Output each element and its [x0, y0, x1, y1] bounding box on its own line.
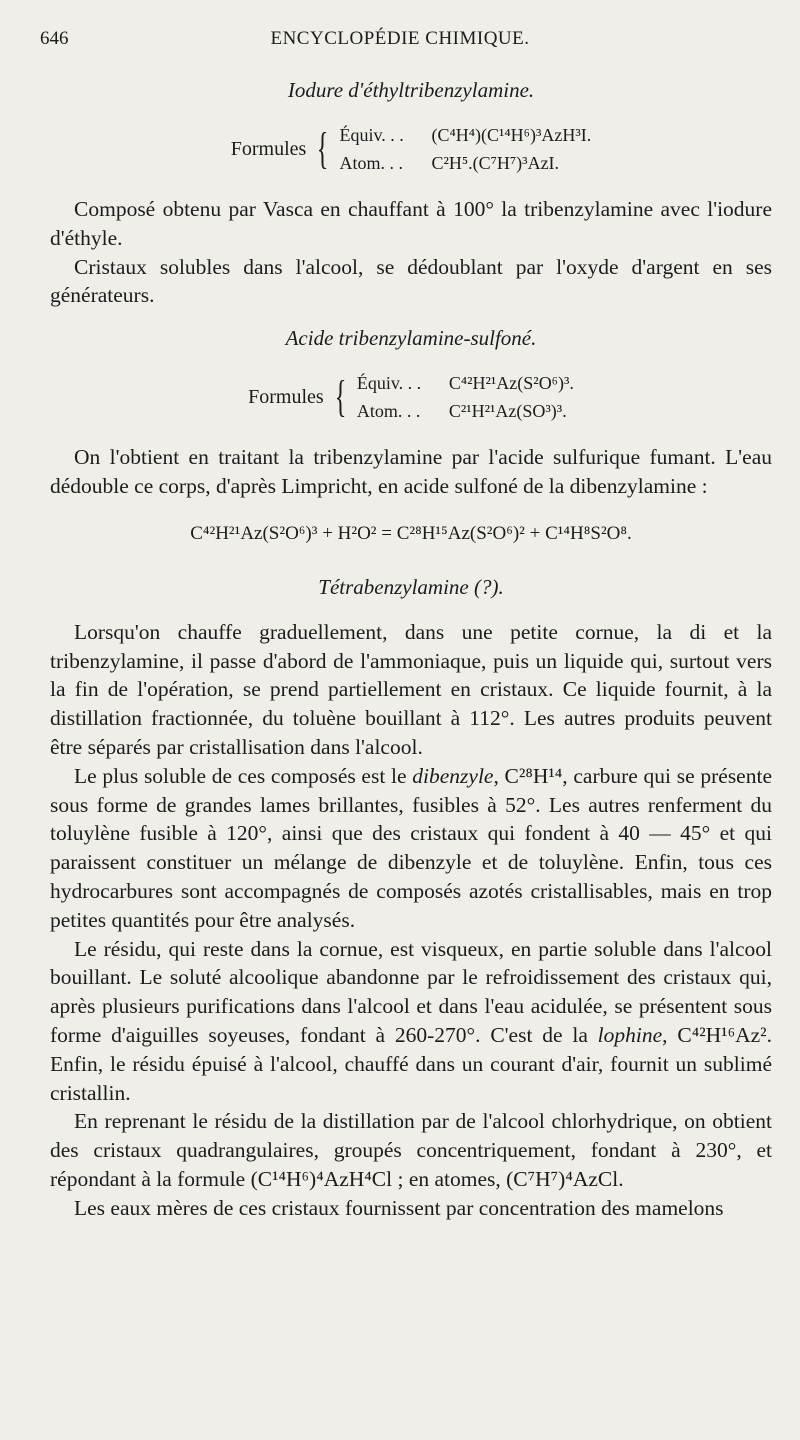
atom-label: Atom. . . — [339, 153, 403, 173]
paragraph: En reprenant le résidu de la distillation par de l'alcool chlorhydrique, on obtient des cristaux quadrangulaires, groupés concentriquement, fondant à 230°, et répondant à la formule (C¹⁴H⁶)⁴AzH⁴Cl ; en atomes, (C⁷H⁷)⁴AzCl. — [50, 1109, 772, 1191]
section-heading-tetrabenzylamine: Tétrabenzylamine (?). — [318, 574, 504, 599]
paragraph: Lorsqu'on chauffe graduellement, dans une petite cornue, la di et la tribenzylamine, il passe d'abord de l'ammoniaque, puis un liquide qui, surtout vers la fin de l'opération, se prend partiellement en cristaux. Ce liquide fournit, à la distillation fractionnée, du toluène bouillant à 112°. Les autres produits peuvent être séparés par cristallisation dans l'alcool. — [50, 619, 772, 759]
formulas-label: Formules — [230, 137, 307, 160]
brace-icon: { — [334, 372, 347, 422]
page-number: 646 — [40, 28, 69, 49]
page-body — [50, 62, 772, 1223]
atom-label: Atom. . . — [356, 401, 421, 422]
formula-block-iodure — [50, 121, 772, 177]
text-run: , C²⁸H¹⁴, carbure qui se présente sous forme de grandes lames brillantes, fusibles à 52°. Les autres renferment du toluylène fusible à 120°, ainsi que des cristaux qui fondent à 40 — 45° et qui paraissent constituer un mélange de dibenzyle et de toluylène. Enfin, tous ces hydrocarbures sont accompagnés de composés azotés cristallisables, mais en trop petites quantités pour être analysés. — [50, 763, 772, 932]
atom-formula: C²H⁵.(C⁷H⁷)³AzI. — [431, 153, 560, 173]
formula-block-acide — [50, 369, 772, 425]
italic-term: dibenzyle — [412, 763, 494, 788]
paragraph: Cristaux solubles dans l'alcool, se dédoublant par l'oxyde d'argent en ses générateurs. — [50, 254, 772, 308]
paragraph: Composé obtenu par Vasca en chauffant à 100° la tribenzylamine avec l'iodure d'éthyle. — [50, 197, 772, 250]
paragraph: Les eaux mères de ces cristaux fournissent par concentration des mamelons — [74, 1195, 724, 1220]
paragraph: On l'obtient en traitant la tribenzylamine par l'acide sulfurique fumant. L'eau dédouble ce corps, d'après Limpricht, en acide sulfoné de la dibenzylamine : — [50, 445, 772, 498]
text-run: , C⁴²H¹⁶Az². Enfin, le résidu épuisé à l'alcool, chauffé dans un courant d'air, fournit un sublimé cristallin. — [50, 1022, 772, 1105]
equiv-label: Équiv. . . — [356, 373, 422, 394]
text-run: Le résidu, qui reste dans la cornue, est visqueux, en partie soluble dans l'alcool bouillant. Le soluté alcoolique abandonne par le refroidissement des cristaux qui, après plusieurs purifications dans l'alcool et dans l'eau acidulée, se présentent sous forme d'aiguilles soyeuses, fondant à 260-270°. C'est de la — [50, 936, 772, 1047]
section-heading-iodure: Iodure d'éthyltribenzylamine. — [287, 78, 535, 102]
paragraph — [50, 935, 772, 1108]
running-title: ENCYCLOPÉDIE CHIMIQUE. — [270, 28, 530, 49]
atom-formula: C²¹H²¹Az(SO³)³. — [448, 401, 567, 422]
equiv-label: Équiv. . . — [339, 125, 404, 145]
section-heading-acide: Acide tribenzylamine-sulfoné. — [285, 326, 537, 351]
page-header — [40, 28, 760, 58]
equiv-formula: C⁴²H²¹Az(S²O⁶)³. — [448, 373, 574, 394]
brace-icon: { — [317, 124, 329, 173]
equiv-formula: (C⁴H⁴)(C¹⁴H⁶)³AzH³I. — [431, 125, 592, 145]
reaction-equation: C⁴²H²¹Az(S²O⁶)³ + H²O² = C²⁸H¹⁵Az(S²O⁶)² + C¹⁴H⁸S²O⁸. — [190, 522, 632, 544]
formulas-label: Formules — [248, 385, 324, 408]
paragraph — [50, 762, 772, 935]
italic-term: lophine — [597, 1022, 663, 1047]
text-run: Le plus soluble de ces composés est le — [74, 763, 413, 788]
